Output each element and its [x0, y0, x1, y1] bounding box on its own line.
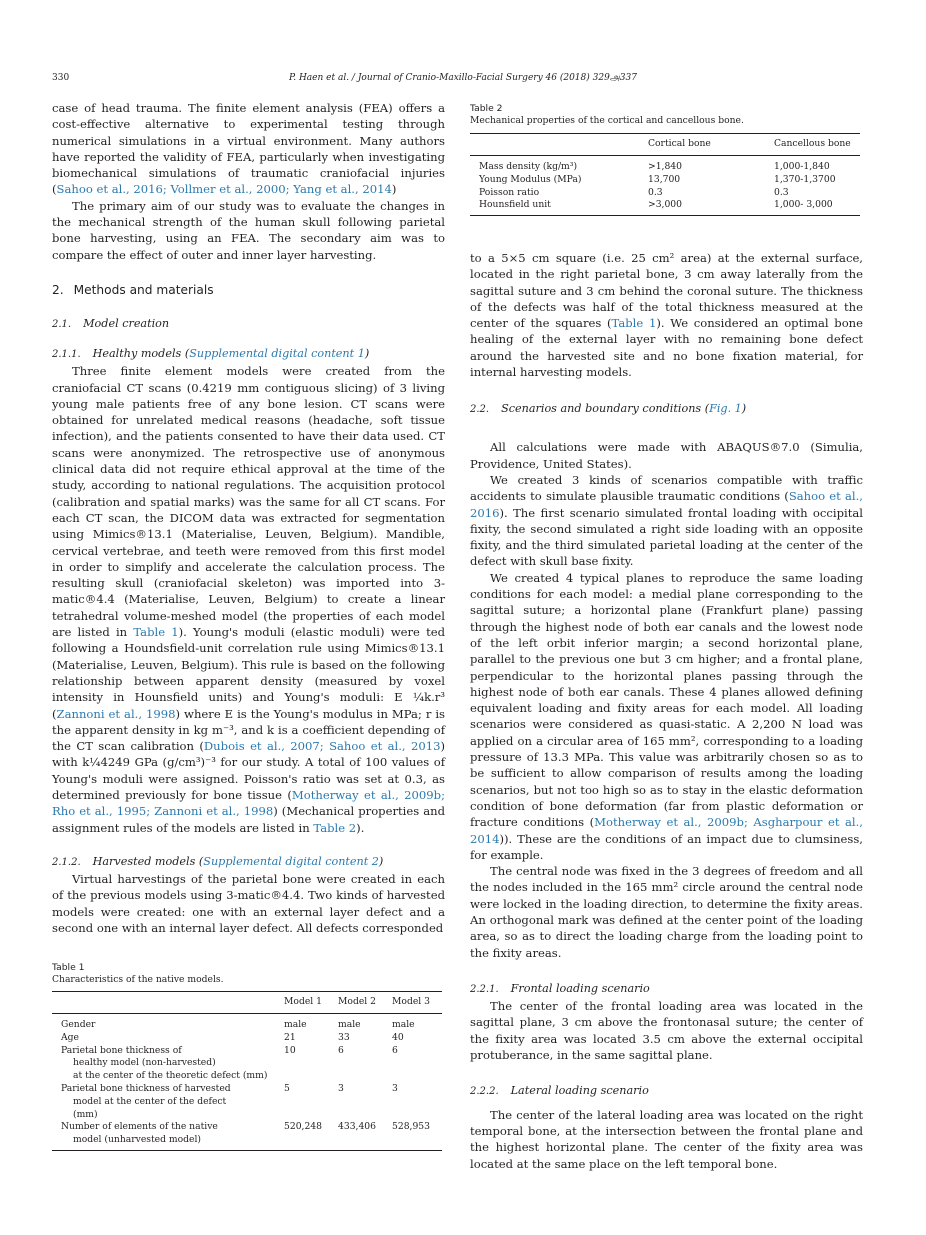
- subsection-number: 2.1.: [52, 318, 72, 330]
- table-cell: 6: [338, 1044, 344, 1056]
- supplement-link[interactable]: Supplemental digital content 1: [189, 346, 365, 360]
- text-run: ). The first scenario simulated frontal loading with occipital fixity, the second simulated a right side loading with an opposite fixity, and the third simulated parietal loading at the center of the defect with skull base fixity.: [470, 505, 863, 569]
- defect-paragraph: [470, 250, 863, 380]
- intro-paragraph-end: [52, 100, 445, 198]
- right-column: [470, 250, 863, 1172]
- table-row: [470, 156, 860, 174]
- citation-link[interactable]: Motherway et al., 2009b; Rho et al., 1995; Zannoni et al., 1998: [52, 787, 445, 819]
- table-row: [52, 1121, 442, 1150]
- table-cell: >1,840: [648, 161, 683, 172]
- table-cell: Young Modulus (MPa): [479, 173, 582, 185]
- subsubsection-number: 2.1.2.: [52, 856, 81, 868]
- subsubsection-number: 2.2.2.: [470, 1086, 499, 1098]
- text-run: ). We considered an optimal bone healing of the external layer with no remaining bone defect around the harvested site and no bone fixation material, for internal harvesting models.: [470, 316, 863, 380]
- subsubsection-title: Lateral loading scenario: [510, 1084, 649, 1098]
- table-title: Table 2: [470, 103, 503, 114]
- journal-header: P. Haen et al. / Journal of Cranio-Maxillo-Facial Surgery 46 (2018) 329அ337: [289, 73, 637, 83]
- table-2: [470, 103, 860, 216]
- table-cell: 0.3: [774, 186, 789, 198]
- subsubsection-number: 2.2.1.: [470, 983, 499, 995]
- text-run: )). These are the conditions of an impact due to clumsiness, for example.: [470, 831, 863, 862]
- table-1: [52, 962, 442, 1151]
- table-header-cell: [52, 992, 284, 1014]
- table-cell: 433,406: [338, 1121, 392, 1150]
- table-caption: Characteristics of the native models.: [52, 974, 224, 985]
- table-cell: 5: [284, 1082, 290, 1094]
- figure-reference-link[interactable]: Fig. 1: [709, 402, 742, 416]
- subsubsection-heading-harvested-models: [52, 854, 445, 871]
- page-number: 330: [52, 73, 70, 83]
- subsubsection-heading-lateral-loading: [470, 1083, 863, 1100]
- table-cell: 520,248: [284, 1121, 338, 1150]
- table-cell: 3: [338, 1082, 344, 1094]
- text-run: ): [391, 182, 397, 197]
- table-cell: 33: [338, 1031, 350, 1043]
- table-reference-link[interactable]: Table 1: [611, 316, 657, 331]
- subsubsection-heading-healthy-models: [52, 346, 445, 363]
- table-cell: 10: [284, 1044, 296, 1056]
- table-cell-line: (mm): [73, 1108, 98, 1120]
- text-run: to a 5×5 cm square (i.e. 25 cm² area) at the external surface, located in the right parietal bone, 3 cm away laterally from the sagittal suture and 3 cm behind the coronal suture. The thickness of the defects was half of the total thickness measured at the center of the squares (: [470, 251, 863, 331]
- table-header-cell: Cancellous bone: [774, 134, 860, 156]
- table-row: [470, 174, 860, 187]
- table-2-grid: [470, 133, 860, 216]
- subsection-heading-model-creation: [52, 317, 445, 330]
- table-cell: 40: [392, 1031, 404, 1043]
- table-cell: 1,000- 3,000: [774, 199, 860, 215]
- table-1-grid: [52, 991, 442, 1151]
- table-header-cell: Model 1: [284, 992, 338, 1014]
- table-cell: 1,000-1,840: [774, 161, 830, 172]
- text-run: ) with k¼4249 GPa (g/cm³)⁻³ for our study. A total of 100 values of Young's moduli were assigned. Poisson's ratio was set at 0.3, as determined previously for bone tissue (: [52, 739, 445, 802]
- table-cell: 0.3: [648, 186, 663, 198]
- subsubsection-title: Healthy models (: [92, 346, 190, 360]
- table-cell-line: model (unharvested model): [73, 1134, 201, 1146]
- text-run: We created 4 typical planes to reproduce the same loading conditions for each model: a medial plane corresponding to the sagittal suture; a horizontal plane (Frankfurt plane) passing through the highest node of both ear canals and the lowest node of the left orbit inferior margin; a second horizontal plane, parallel to the previous one but 3 cm higher; and a frontal plane, perpendicular to the horizontal planes passing through the highest node of both ear canals. These 4 planes allowed defining equivalent loading and fixity areas for each model. All loading scenarios were considered as quasi-static. A 2,200 N load was applied on a circular area of 165 mm², corresponding to a loading pressure of 13.3 MPa. This value was arbitrarily chosen so as to be sufficient to allow comparison of results among the loading scenarios, but not too high so as to stay in the elastic deformation condition of bone deformation (far from plastic deformation or fracture conditions (: [470, 570, 863, 830]
- subsection-number: 2.2.: [470, 404, 490, 416]
- table-row: [52, 1014, 442, 1032]
- table-row: [52, 1032, 442, 1045]
- text-run: ).: [356, 820, 365, 835]
- citation-link[interactable]: Sahoo et al., 2016: [470, 489, 863, 520]
- table-cell: [52, 1121, 284, 1150]
- table-cell-line: Number of elements of the native: [61, 1121, 218, 1133]
- subsubsection-title: Harvested models (: [92, 854, 204, 868]
- central-node-paragraph: The central node was fixed in the 3 degrees of freedom and all the nodes included in the 165 mm² circle around the central node were locked in the loading direction, to determine the fixity areas. An orthogonal mark was defined at the center point of the loading area, so as to direct the loading charge from the loading point to the fixity areas.: [470, 864, 863, 960]
- healthy-models-paragraph: [52, 363, 445, 836]
- table-cell-line: healthy model (non-harvested): [73, 1057, 216, 1069]
- text-run: ): [364, 346, 370, 360]
- citation-link[interactable]: Motherway et al., 2009b; Asgharpour et al., 2014: [470, 815, 863, 846]
- table-cell: [52, 1045, 284, 1083]
- section-heading-methods: [52, 283, 445, 297]
- table-cell: male: [338, 1019, 361, 1030]
- text-run: ) where E is the Young's modulus in MPa; r is the apparent density in kg m⁻³, and k is a coefficient depending of the CT scan calibration (: [52, 706, 445, 754]
- left-column: [52, 100, 445, 936]
- abaqus-paragraph: All calculations were made with ABAQUS®7.0 (Simulia, Providence, United States).: [470, 440, 863, 471]
- citation-link[interactable]: Zannoni et al., 1998: [56, 706, 176, 721]
- table-caption: Mechanical properties of the cortical and cancellous bone.: [470, 115, 744, 126]
- table-cell: Age: [61, 1031, 79, 1043]
- table-reference-link[interactable]: Table 2: [313, 820, 357, 835]
- table-cell: >3,000: [648, 199, 774, 215]
- table-row: [470, 199, 860, 215]
- table-cell-line: Parietal bone thickness of harvested: [61, 1082, 231, 1094]
- aims-paragraph: The primary aim of our study was to evaluate the changes in the mechanical strength of the human skull following parietal bone harvesting, using an FEA. The secondary aim was to compare the effect of outer and inner layer harvesting.: [52, 198, 445, 262]
- text-run: We created 3 kinds of scenarios compatible with traffic accidents to simulate plausible traumatic conditions (: [470, 472, 863, 504]
- table-cell: [52, 1083, 284, 1121]
- text-run: ): [741, 402, 747, 416]
- table-cell: 21: [284, 1031, 296, 1043]
- section-title: Methods and materials: [73, 282, 214, 297]
- subsubsection-title: Frontal loading scenario: [510, 981, 650, 995]
- table-header-cell: [470, 134, 648, 156]
- table-cell-line: Parietal bone thickness of: [61, 1044, 182, 1056]
- planes-paragraph: [470, 570, 863, 863]
- table-title: Table 1: [52, 962, 85, 973]
- table-cell: Poisson ratio: [479, 186, 540, 198]
- table-header-row: [470, 134, 860, 156]
- table-cell: male: [284, 1019, 307, 1030]
- table-cell: male: [392, 1019, 415, 1030]
- table-cell: 13,700: [648, 173, 681, 185]
- subsection-heading-scenarios: [470, 402, 863, 415]
- table-row: [470, 187, 860, 200]
- table-cell: 1,370-1,3700: [774, 173, 836, 185]
- table-cell: 3: [392, 1082, 398, 1094]
- table-row: [52, 1083, 442, 1121]
- table-cell: 528,953: [392, 1121, 442, 1150]
- table-cell: Hounsfield unit: [470, 199, 648, 215]
- scenarios-paragraph: [470, 472, 863, 570]
- section-number: 2.: [52, 282, 64, 297]
- lateral-loading-paragraph: The center of the lateral loading area was located on the right temporal bone, at the intersection between the frontal plane and the highest horizontal plane. The center of the fixity area was located at the same place on the left temporal bone.: [470, 1107, 863, 1171]
- supplement-link[interactable]: Supplemental digital content 2: [203, 854, 379, 868]
- table-header-row: [52, 992, 442, 1014]
- text-run: case of head trauma. The finite element analysis (FEA) offers a cost-effective alternative to experimental testing through numerical simulations in a virtual environment. Many authors have reported the validity of FEA, particularly when investigating biomechanical simulations of traumatic craniofacial injuries (: [52, 101, 445, 197]
- subsubsection-heading-frontal-loading: [470, 981, 863, 998]
- subsection-title: Model creation: [83, 316, 170, 330]
- table-header-cell: Model 2: [338, 992, 392, 1014]
- table-header-cell: Model 3: [392, 992, 442, 1014]
- text-run: Three finite element models were created from the craniofacial CT scans (0.4219 mm contiguous slicing) of 3 living young male patients free of any bone lesion. CT scans were obtained for unrelated medical reasons (headache, soft tissue infection), and the patients consented to have their data used. CT scans were anonymized. The retrospective use of anonymous clinical data did not require ethical approval at the time of the study, according to national regulations. The acquisition protocol (calibration and spatial marks) was the same for all CT scans. For each CT scan, the DICOM data was extracted for segmentation using Mimics®13.1 (Materialise, Leuven, Belgium). Mandible, cervical vertebrae, and teeth were removed from this first model in order to simplify and accelerate the calculation process. The resulting skull (craniofacial skeleton) was imported into 3-matic®4.4 (Materialise, Leuven, Belgium) to create a linear tetrahedral volume-meshed model (the properties of each model are listed in: [52, 364, 445, 640]
- table-cell: Gender: [61, 1019, 96, 1030]
- citation-link[interactable]: Dubois et al., 2007; Sahoo et al., 2013: [203, 739, 441, 754]
- subsection-title: Scenarios and boundary conditions (: [501, 402, 710, 416]
- table-row: [52, 1045, 442, 1083]
- table-header-cell: Cortical bone: [648, 134, 774, 156]
- text-run: ) (Mechanical properties and assignment rules of the models are listed in: [52, 804, 445, 835]
- table-reference-link[interactable]: Table 1: [133, 625, 179, 640]
- table-cell-line: model at the center of the defect: [73, 1095, 227, 1107]
- text-run: ): [378, 854, 384, 868]
- text-run: ). Young's moduli (elastic moduli) were ted following a Houndsfield-unit correlation rule using Mimics®13.1 (Materialise, Leuven, Belgium). This rule is based on the following relationship between apparent density (measured by voxel intensity in Hounsfield units) and Young's moduli: E ¼k.r³ (: [52, 625, 446, 721]
- table-cell: Mass density (kg/m³): [479, 161, 578, 172]
- table-cell: 6: [392, 1044, 398, 1056]
- frontal-loading-paragraph: The center of the frontal loading area was located in the sagittal plane, 3 cm above the frontonasal suture; the center of the fixity area was located 3.5 cm above the external occipital protuberance, in the same sagittal plane.: [470, 999, 863, 1063]
- subsubsection-number: 2.1.1.: [52, 348, 81, 360]
- table-cell-line: at the center of the theoretic defect (mm): [73, 1070, 268, 1082]
- harvested-models-paragraph: Virtual harvestings of the parietal bone were created in each of the previous models using 3-matic®4.4. Two kinds of harvested models were created: one with an external layer defect and a second one with an internal layer defect. All defects corresponded: [52, 872, 445, 936]
- citation-link[interactable]: Sahoo et al., 2016; Vollmer et al., 2000; Yang et al., 2014: [56, 182, 392, 197]
